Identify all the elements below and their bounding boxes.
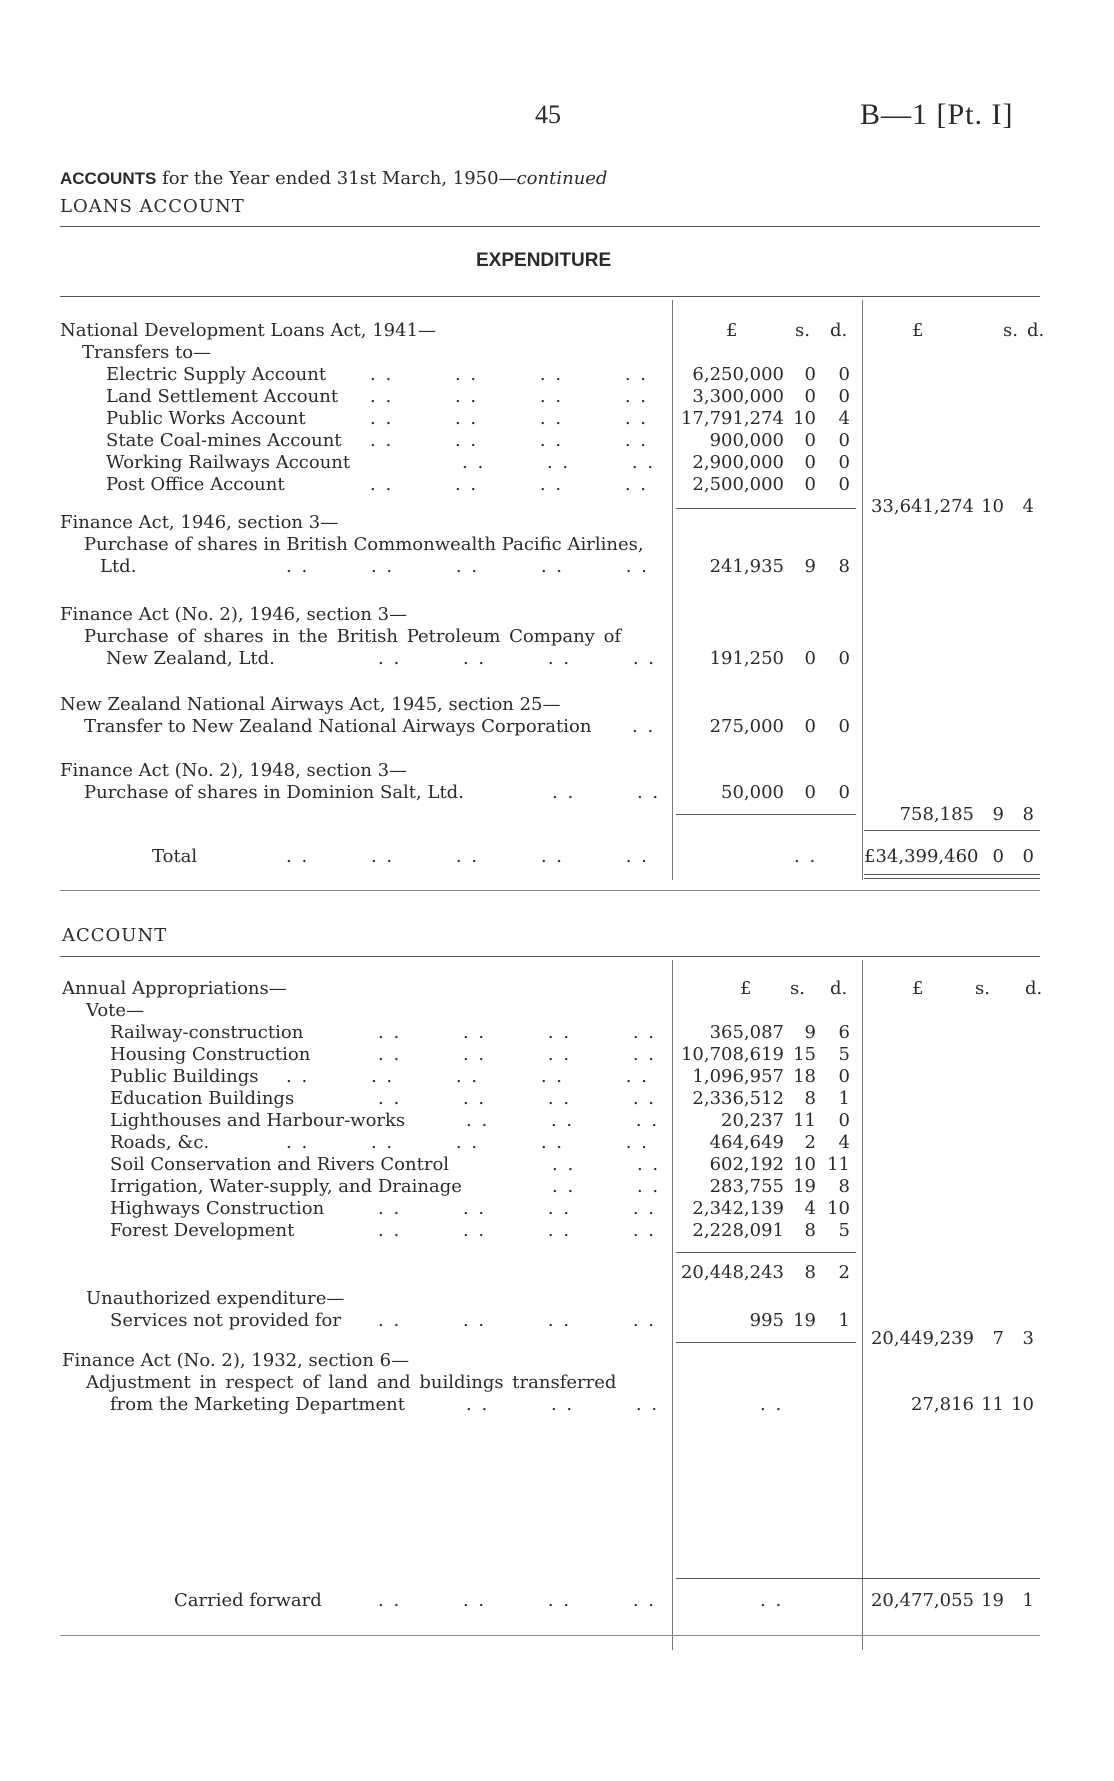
accounts-heading: [60, 168, 607, 190]
row-shillings: 0: [804, 386, 816, 407]
row-shillings: 0: [804, 430, 816, 451]
nzna-pence: 0: [838, 716, 850, 737]
row-label: Working Railways Account: [106, 452, 351, 473]
fa1932-mid-dots: . .: [760, 1394, 784, 1415]
rule-top: [60, 226, 1040, 227]
row-pounds: 3,300,000: [692, 386, 784, 407]
row-pence: 5: [838, 1044, 850, 1065]
row-shillings: 4: [804, 1198, 816, 1219]
total-rule-top: [864, 830, 1040, 831]
ndla-sub: Transfers to—: [82, 342, 212, 363]
row-pounds: 602,192: [709, 1154, 784, 1175]
row-shillings: 19: [793, 1176, 816, 1197]
total-rule-2: [864, 878, 1040, 879]
col-head-s-2: s.: [1003, 320, 1018, 341]
unauth-pounds: 995: [749, 1310, 784, 1331]
carried-forward-pence: 1: [1022, 1590, 1034, 1611]
row-pounds: 1,096,957: [692, 1066, 784, 1087]
row-dots: . . . . . . . .: [378, 1220, 656, 1241]
row-dots: . . . . . . . .: [370, 474, 648, 495]
row-dots: . . . . . . . .: [370, 386, 648, 407]
col-head-d-4: d.: [1025, 978, 1043, 999]
carried-forward-shillings: 19: [981, 1590, 1004, 1611]
annual-total-pounds: 20,449,239: [870, 1328, 974, 1349]
annual-appropriations: Annual Appropriations—: [62, 978, 287, 999]
expenditure-heading: EXPENDITURE: [476, 250, 612, 271]
unauth-label: Services not provided for: [110, 1310, 342, 1331]
col-head-pound-2: £: [912, 320, 924, 341]
fa1946-shillings: 9: [804, 556, 816, 577]
row-pence: 8: [838, 1176, 850, 1197]
row-dots: . . . . . . . . . .: [286, 1132, 649, 1153]
row-pounds: 10,708,619: [680, 1044, 784, 1065]
row-pounds: 283,755: [709, 1176, 784, 1197]
row-shillings: 10: [793, 408, 816, 429]
row-pence: 0: [838, 1110, 850, 1131]
row-pence: 11: [827, 1154, 850, 1175]
row-shillings: 2: [804, 1132, 816, 1153]
row-pounds: 20,237: [721, 1110, 784, 1131]
row-dots: . . . . . .: [462, 452, 656, 473]
total-pence: 0: [1022, 846, 1034, 867]
row-label: Post Office Account: [106, 474, 285, 495]
row-pence: 0: [838, 430, 850, 451]
row-dots: . . . .: [552, 1154, 661, 1175]
row-label: Roads, &c.: [110, 1132, 210, 1153]
carried-forward-label: Carried forward: [174, 1590, 322, 1611]
row-label: Lighthouses and Harbour-works: [110, 1110, 406, 1131]
accounts-continued: continued: [516, 168, 608, 189]
account-heading: ACCOUNT: [62, 925, 168, 946]
nzna-line1: Transfer to New Zealand National Airways Corporation: [84, 716, 592, 737]
fa1932-dots: . . . . . .: [466, 1394, 660, 1415]
col-rule-2b: [862, 960, 863, 1650]
nzna-pounds: 275,000: [709, 716, 784, 737]
row-dots: . . . .: [552, 1176, 661, 1197]
row-pence: 4: [838, 1132, 850, 1153]
total-label: Total: [152, 846, 198, 867]
fa1946no2-pounds: 191,250: [709, 648, 784, 669]
fa1946no2-title: Finance Act (No. 2), 1946, section 3—: [60, 604, 408, 625]
fa1946no2-dots: . . . . . . . .: [378, 648, 656, 669]
col-head-pound-1: £: [726, 320, 738, 341]
row-pounds: 6,250,000: [692, 364, 784, 385]
fa1948-subtotal-pence: 8: [1022, 804, 1034, 825]
ndla-title: National Development Loans Act, 1941—: [60, 320, 437, 341]
unauth-sum-rule: [676, 1342, 856, 1343]
nzna-dots: . .: [632, 716, 656, 737]
row-dots: . . . . . . . .: [370, 364, 648, 385]
row-label: Land Settlement Account: [106, 386, 339, 407]
row-label: State Coal-mines Account: [106, 430, 342, 451]
row-pounds: 17,791,274: [680, 408, 784, 429]
row-pounds: 2,500,000: [692, 474, 784, 495]
fa1948-line1: Purchase of shares in Dominion Salt, Ltd.: [84, 782, 464, 803]
row-dots: . . . . . . . .: [378, 1022, 656, 1043]
rule-expenditure: [60, 296, 1040, 297]
row-label: Soil Conservation and Rivers Control: [110, 1154, 450, 1175]
row-shillings: 9: [804, 1022, 816, 1043]
col-head-s-3: s.: [790, 978, 805, 999]
row-pence: 0: [838, 386, 850, 407]
fa1932-line2: from the Marketing Department: [110, 1394, 405, 1415]
row-label: Housing Construction: [110, 1044, 311, 1065]
fa1946-line1: Purchase of shares in British Commonwealth Pacific Airlines,: [84, 534, 644, 555]
row-label: Public Buildings: [110, 1066, 259, 1087]
row-shillings: 8: [804, 1220, 816, 1241]
col-head-d-3: d.: [830, 978, 848, 999]
fa1946-title: Finance Act, 1946, section 3—: [60, 512, 339, 533]
nzna-shillings: 0: [804, 716, 816, 737]
row-shillings: 18: [793, 1066, 816, 1087]
rule-bottom: [60, 1635, 1040, 1636]
vote-subtotal-pence: 2: [838, 1262, 850, 1283]
rule-account: [60, 956, 1040, 957]
ndla-sum-rule: [676, 508, 856, 509]
col-head-d-2: d.: [1027, 320, 1045, 341]
vote-subtotal-shillings: 8: [804, 1262, 816, 1283]
unauth-pence: 1: [838, 1310, 850, 1331]
row-dots: . . . . . . . .: [378, 1044, 656, 1065]
row-pence: 4: [838, 408, 850, 429]
row-pence: 0: [838, 474, 850, 495]
fa1932-shillings: 11: [981, 1394, 1004, 1415]
row-shillings: 0: [804, 364, 816, 385]
fa1946-line2: Ltd.: [100, 556, 137, 577]
fa1948-pounds: 50,000: [721, 782, 784, 803]
fa1932-line1: Adjustment in respect of land and buildings transferred: [86, 1372, 617, 1393]
fa1946no2-pence: 0: [838, 648, 850, 669]
row-label: Forest Development: [110, 1220, 295, 1241]
accounts-rest: for the Year ended 31st March, 1950—: [162, 168, 517, 189]
row-label: Electric Supply Account: [106, 364, 327, 385]
row-dots: . . . . . . . .: [378, 1088, 656, 1109]
carried-forward-pounds: 20,477,055: [870, 1590, 974, 1611]
fa1932-pence: 10: [1011, 1394, 1034, 1415]
row-shillings: 10: [793, 1154, 816, 1175]
row-dots: . . . . . . . .: [370, 408, 648, 429]
rule-section-end: [60, 890, 1040, 891]
total-pounds: £34,399,460: [864, 846, 979, 867]
row-dots: . . . . . .: [466, 1110, 660, 1131]
col-head-s-4: s.: [975, 978, 990, 999]
row-pence: 10: [827, 1198, 850, 1219]
nzna-title: New Zealand National Airways Act, 1945, section 25—: [60, 694, 561, 715]
fa1948-subtotal-pounds: 758,185: [899, 804, 974, 825]
carried-rule-top: [676, 1578, 1040, 1579]
row-label: Highways Construction: [110, 1198, 325, 1219]
col-head-s-1: s.: [795, 320, 810, 341]
total-shillings: 0: [992, 846, 1004, 867]
fa1948-sum-rule: [676, 814, 856, 815]
row-pounds: 2,228,091: [692, 1220, 784, 1241]
total-rule-1: [864, 874, 1040, 875]
row-pounds: 2,336,512: [692, 1088, 784, 1109]
fa1946no2-shillings: 0: [804, 648, 816, 669]
ndla-subtotal-pounds: 33,641,274: [870, 496, 974, 517]
fa1946-dots: . . . . . . . . . .: [286, 556, 649, 577]
row-shillings: 8: [804, 1088, 816, 1109]
row-pounds: 365,087: [709, 1022, 784, 1043]
fa1946no2-line1: Purchase of shares in the British Petroleum Company of: [84, 626, 622, 647]
row-dots: . . . . . . . .: [378, 1198, 656, 1219]
document-reference: B—1 [Pt. I]: [860, 98, 1014, 131]
row-shillings: 15: [793, 1044, 816, 1065]
annual-total-shillings: 7: [992, 1328, 1004, 1349]
unauth-title: Unauthorized expenditure—: [86, 1288, 345, 1309]
row-pence: 5: [838, 1220, 850, 1241]
row-pence: 1: [838, 1088, 850, 1109]
fa1948-dots: . . . .: [552, 782, 661, 803]
carried-forward-mid-dots: . .: [760, 1590, 784, 1611]
row-shillings: 11: [793, 1110, 816, 1131]
fa1948-pence: 0: [838, 782, 850, 803]
col-rule-1b: [862, 300, 863, 880]
col-head-pound-3: £: [740, 978, 752, 999]
row-pounds: 2,342,139: [692, 1198, 784, 1219]
row-pounds: 2,900,000: [692, 452, 784, 473]
vote-subtotal-pounds: 20,448,243: [680, 1262, 784, 1283]
fa1946no2-line2: New Zealand, Ltd.: [106, 648, 275, 669]
row-pence: 0: [838, 364, 850, 385]
row-label: Railway-construction: [110, 1022, 304, 1043]
annual-total-pence: 3: [1022, 1328, 1034, 1349]
row-pounds: 464,649: [709, 1132, 784, 1153]
total-dots: . . . . . . . . . .: [286, 846, 649, 867]
ndla-subtotal-pence: 4: [1022, 496, 1034, 517]
row-dots: . . . . . . . . . .: [286, 1066, 649, 1087]
fa1948-shillings: 0: [804, 782, 816, 803]
total-mid-dots: . .: [794, 846, 818, 867]
ndla-subtotal-shillings: 10: [981, 496, 1004, 517]
row-dots: . . . . . . . .: [370, 430, 648, 451]
unauth-dots: . . . . . . . .: [378, 1310, 656, 1331]
row-shillings: 0: [804, 474, 816, 495]
fa1932-pounds: 27,816: [911, 1394, 974, 1415]
row-label: Irrigation, Water-supply, and Drainage: [110, 1176, 462, 1197]
fa1946-pounds: 241,935: [709, 556, 784, 577]
vote-sum-rule: [676, 1252, 856, 1253]
carried-forward-dots: . . . . . . . .: [378, 1590, 656, 1611]
unauth-shillings: 19: [793, 1310, 816, 1331]
col-head-d-1: d.: [830, 320, 848, 341]
page-number: 45: [535, 100, 561, 129]
vote-heading: Vote—: [86, 1000, 145, 1021]
fa1948-subtotal-shillings: 9: [992, 804, 1004, 825]
row-pence: 6: [838, 1022, 850, 1043]
fa1948-title: Finance Act (No. 2), 1948, section 3—: [60, 760, 408, 781]
row-pence: 0: [838, 1066, 850, 1087]
accounts-bold: ACCOUNTS: [60, 169, 157, 188]
row-label: Education Buildings: [110, 1088, 295, 1109]
row-label: Public Works Account: [106, 408, 306, 429]
row-pence: 0: [838, 452, 850, 473]
col-head-pound-4: £: [912, 978, 924, 999]
loans-account-title: LOANS ACCOUNT: [60, 196, 245, 217]
row-shillings: 0: [804, 452, 816, 473]
fa1946-pence: 8: [838, 556, 850, 577]
row-pounds: 900,000: [709, 430, 784, 451]
fa1932-title: Finance Act (No. 2), 1932, section 6—: [62, 1350, 410, 1371]
